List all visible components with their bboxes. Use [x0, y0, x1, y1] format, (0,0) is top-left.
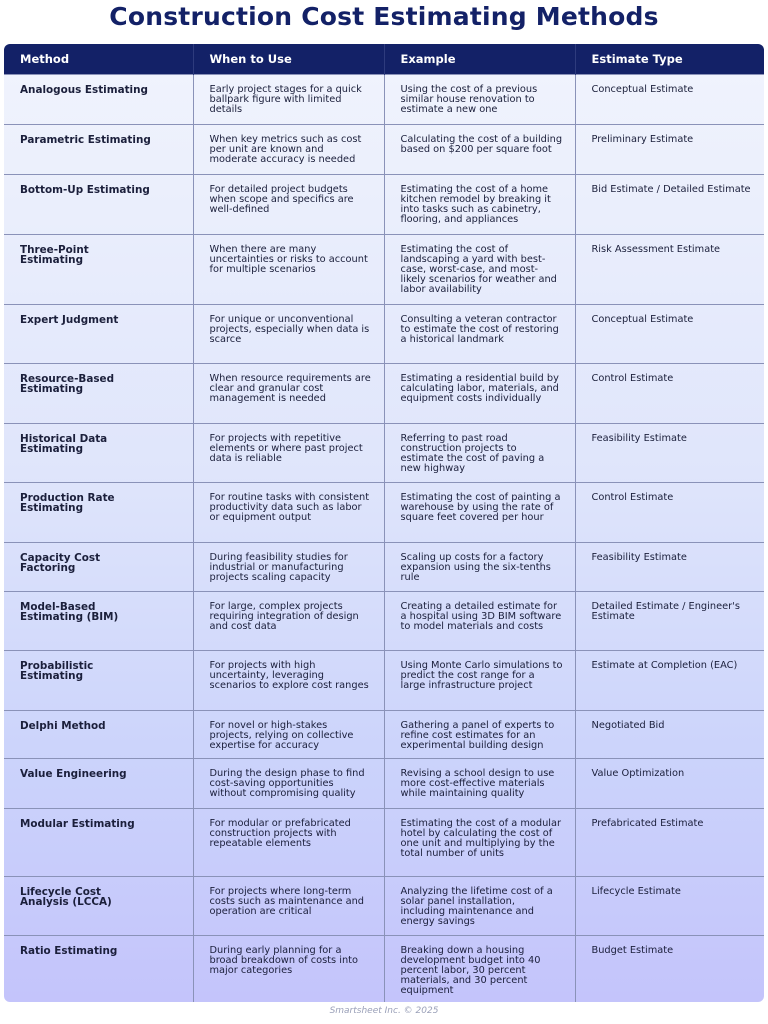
header-estimate-type: Estimate Type [575, 44, 764, 75]
table-row [4, 483, 764, 543]
table-header-row [4, 44, 764, 75]
when-to-use-cell: For routine tasks with consistent productivity data such as labor or equipment output [193, 483, 384, 543]
table-row [4, 877, 764, 936]
table-row [4, 543, 764, 592]
example-cell: Estimating the cost of a modular hotel by calculating the cost of one unit and multiplying by the total number of units [384, 809, 575, 877]
method-cell: Model-Based Estimating (BIM) [4, 592, 193, 651]
table-row [4, 364, 764, 424]
table-row [4, 711, 764, 759]
method-cell: Value Engineering [4, 759, 193, 809]
when-to-use-cell: For projects with repetitive elements or where past project data is reliable [193, 424, 384, 483]
example-cell: Calculating the cost of a building based on $200 per square foot [384, 125, 575, 175]
when-to-use-cell: For unique or unconventional projects, especially when data is scarce [193, 305, 384, 364]
table-row [4, 936, 764, 1003]
estimate-type-cell: Prefabricated Estimate [575, 809, 764, 877]
estimate-type-cell: Estimate at Completion (EAC) [575, 651, 764, 711]
when-to-use-cell: During early planning for a broad breakdown of costs into major categories [193, 936, 384, 1003]
example-cell: Consulting a veteran contractor to estimate the cost of restoring a historical landmark [384, 305, 575, 364]
estimate-type-cell: Control Estimate [575, 483, 764, 543]
when-to-use-cell: For novel or high-stakes projects, relying on collective expertise for accuracy [193, 711, 384, 759]
method-cell: Parametric Estimating [4, 125, 193, 175]
page-title: Construction Cost Estimating Methods [109, 2, 659, 31]
when-to-use-cell: When key metrics such as cost per unit are known and moderate accuracy is needed [193, 125, 384, 175]
method-cell: Historical Data Estimating [4, 424, 193, 483]
table-row [4, 305, 764, 364]
example-cell: Revising a school design to use more cost-effective materials while maintaining quality [384, 759, 575, 809]
estimate-type-cell: Conceptual Estimate [575, 305, 764, 364]
method-cell: Lifecycle Cost Analysis (LCCA) [4, 877, 193, 936]
table-row [4, 175, 764, 235]
estimate-type-cell: Negotiated Bid [575, 711, 764, 759]
example-cell: Referring to past road construction projects to estimate the cost of paving a new highway [384, 424, 575, 483]
table-row [4, 235, 764, 305]
example-cell: Breaking down a housing development budget into 40 percent labor, 30 percent materials, and 30 percent equipment [384, 936, 575, 1003]
estimate-type-cell: Preliminary Estimate [575, 125, 764, 175]
method-cell: Resource-Based Estimating [4, 364, 193, 424]
example-cell: Estimating the cost of a home kitchen remodel by breaking it into tasks such as cabinetry, flooring, and appliances [384, 175, 575, 235]
estimate-type-cell: Feasibility Estimate [575, 543, 764, 592]
copyright-footer: Smartsheet Inc. © 2025 [329, 1006, 439, 1016]
table-row [4, 809, 764, 877]
estimate-type-cell: Budget Estimate [575, 936, 764, 1003]
method-cell: Expert Judgment [4, 305, 193, 364]
method-cell: Probabilistic Estimating [4, 651, 193, 711]
table-row [4, 759, 764, 809]
table-body [4, 75, 764, 1003]
example-cell: Estimating a residential build by calculating labor, materials, and equipment costs individually [384, 364, 575, 424]
table-row [4, 651, 764, 711]
example-cell: Analyzing the lifetime cost of a solar panel installation, including maintenance and energy savings [384, 877, 575, 936]
when-to-use-cell: When resource requirements are clear and granular cost management is needed [193, 364, 384, 424]
example-cell: Estimating the cost of painting a warehouse by using the rate of square feet covered per hour [384, 483, 575, 543]
table-row [4, 592, 764, 651]
when-to-use-cell: For projects with high uncertainty, leveraging scenarios to explore cost ranges [193, 651, 384, 711]
method-cell: Bottom-Up Estimating [4, 175, 193, 235]
methods-table-container [4, 44, 764, 1002]
example-cell: Gathering a panel of experts to refine cost estimates for an experimental building design [384, 711, 575, 759]
table-row [4, 125, 764, 175]
example-cell: Creating a detailed estimate for a hospital using 3D BIM software to model materials and costs [384, 592, 575, 651]
estimate-type-cell: Detailed Estimate / Engineer's Estimate [575, 592, 764, 651]
when-to-use-cell: For modular or prefabricated construction projects with repeatable elements [193, 809, 384, 877]
estimate-type-cell: Value Optimization [575, 759, 764, 809]
header-when-to-use: When to Use [193, 44, 384, 75]
example-cell: Using the cost of a previous similar house renovation to estimate a new one [384, 75, 575, 125]
estimate-type-cell: Control Estimate [575, 364, 764, 424]
header-method: Method [4, 44, 193, 75]
header-example: Example [384, 44, 575, 75]
when-to-use-cell: For large, complex projects requiring integration of design and cost data [193, 592, 384, 651]
table-row [4, 424, 764, 483]
example-cell: Estimating the cost of landscaping a yard with best-case, worst-case, and most-likely scenarios for weather and labor availability [384, 235, 575, 305]
method-cell: Modular Estimating [4, 809, 193, 877]
when-to-use-cell: During the design phase to find cost-saving opportunities without compromising quality [193, 759, 384, 809]
estimate-type-cell: Conceptual Estimate [575, 75, 764, 125]
estimate-type-cell: Lifecycle Estimate [575, 877, 764, 936]
when-to-use-cell: When there are many uncertainties or risks to account for multiple scenarios [193, 235, 384, 305]
example-cell: Scaling up costs for a factory expansion using the six-tenths rule [384, 543, 575, 592]
when-to-use-cell: For projects where long-term costs such as maintenance and operation are critical [193, 877, 384, 936]
method-cell: Ratio Estimating [4, 936, 193, 1003]
when-to-use-cell: Early project stages for a quick ballpark figure with limited details [193, 75, 384, 125]
method-cell: Capacity Cost Factoring [4, 543, 193, 592]
method-cell: Three-Point Estimating [4, 235, 193, 305]
when-to-use-cell: For detailed project budgets when scope and specifics are well-defined [193, 175, 384, 235]
estimate-type-cell: Risk Assessment Estimate [575, 235, 764, 305]
methods-table [4, 44, 764, 1002]
estimate-type-cell: Feasibility Estimate [575, 424, 764, 483]
method-cell: Delphi Method [4, 711, 193, 759]
estimate-type-cell: Bid Estimate / Detailed Estimate [575, 175, 764, 235]
when-to-use-cell: During feasibility studies for industrial or manufacturing projects scaling capacity [193, 543, 384, 592]
method-cell: Production Rate Estimating [4, 483, 193, 543]
table-row [4, 75, 764, 125]
method-cell: Analogous Estimating [4, 75, 193, 125]
example-cell: Using Monte Carlo simulations to predict the cost range for a large infrastructure project [384, 651, 575, 711]
